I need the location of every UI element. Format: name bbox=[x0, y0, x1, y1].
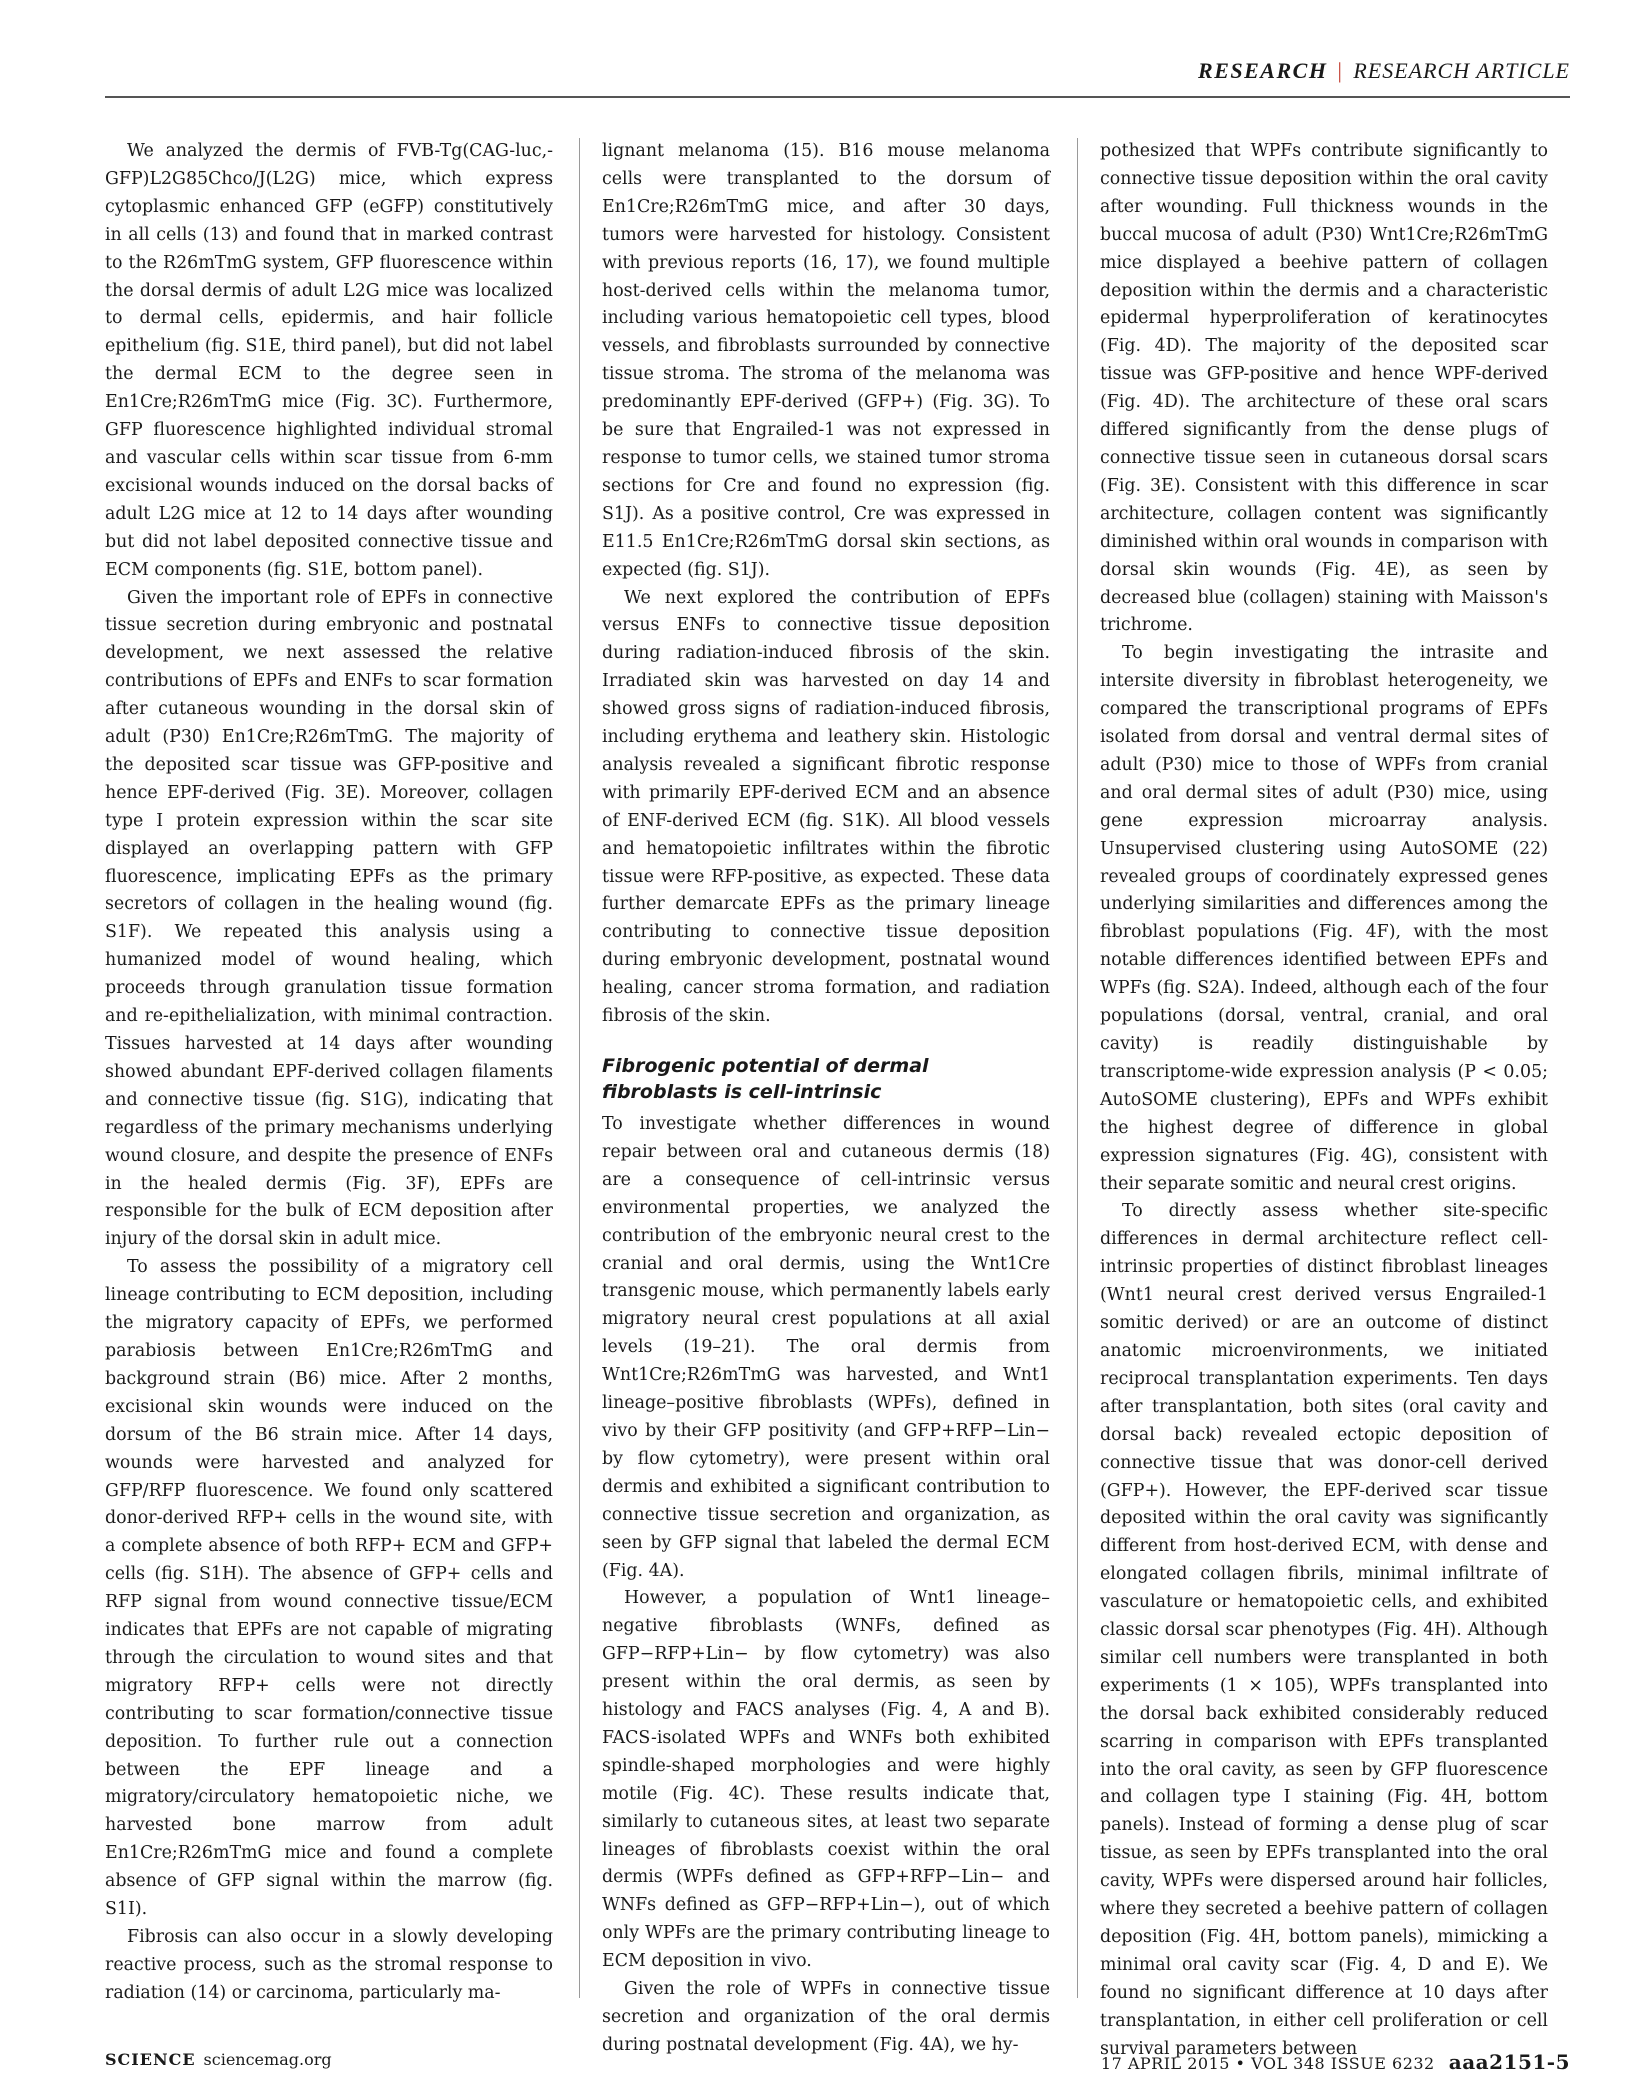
paragraph: To investigate whether differences in wound repair between oral and cutaneous dermis (18) are a consequence of cell-intrinsic versus environmental properties, we analyzed the contribution of the embryonic neural crest to the cranial and oral dermis, using the Wnt1Cre transgenic mouse, which permanently labels early migratory neural crest populations at all axial levels (19–21). The oral dermis from Wnt1Cre;R26mTmG was harvested, and Wnt1 lineage–positive fibroblasts (WPFs), defined in vivo by their GFP positivity (and GFP+RFP−Lin− by flow cytometry), were present within oral dermis and exhibited a significant contribution to connective tissue secretion and organization, as seen by GFP signal that labeled the dermal ECM (Fig. 4A). bbox=[602, 1114, 1050, 1581]
paragraph: We analyzed the dermis of FVB-Tg(CAG-luc,-GFP)L2G85Chco/J(L2G) mice, which express cytoplasmic enhanced GFP (eGFP) constitutively in all cells (13) and found that in marked contrast to the R26mTmG system, GFP fluorescence within the dorsal dermis of adult L2G mice was localized to dermal cells, epidermis, and hair follicle epithelium (fig. S1E, third panel), but did not label the dermal ECM to the degree seen in En1Cre;R26mTmG mice (Fig. 3C). Furthermore, GFP fluorescence highlighted individual stromal and vascular cells within scar tissue from 6-mm excisional wounds induced on the dorsal backs of adult L2G mice at 12 to 14 days after wounding but did not label deposited connective tissue and ECM components (fig. S1E, bottom panel). bbox=[105, 141, 553, 580]
column-divider-2 bbox=[1077, 138, 1078, 1998]
paragraph: pothesized that WPFs contribute significantly to connective tissue deposition within the oral cavity after wounding. Full thickness wounds in the buccal mucosa of adult (P30) Wnt1Cre;R26mTmG mice displayed a beehive pattern of collagen deposition within the dermis and a characteristic epidermal hyperproliferation of keratinocytes (Fig. 4D). The majority of the deposited scar tissue was GFP-positive and hence WPF-derived (Fig. 4D). The architecture of these oral scars differed significantly from the dense plugs of connective tissue seen in cutaneous dorsal scars (Fig. 3E). Consistent with this difference in scar architecture, collagen content was significantly diminished within oral wounds in comparison with dorsal skin wounds (Fig. 4E), as seen by decreased blue (collagen) staining with Maisson's trichrome. bbox=[1100, 141, 1548, 636]
footer-right bbox=[1101, 2050, 1570, 2074]
column-divider-1 bbox=[579, 138, 580, 1998]
running-header bbox=[105, 58, 1570, 92]
footer-left bbox=[105, 2050, 332, 2069]
column-1 bbox=[105, 138, 553, 2008]
paragraph: To assess the possibility of a migratory cell lineage contributing to ECM deposition, including the migratory capacity of EPFs, we performed parabiosis between En1Cre;R26mTmG and background strain (B6) mice. After 2 months, excisional skin wounds were induced on the dorsum of the B6 strain mice. After 14 days, wounds were harvested and analyzed for GFP/RFP fluorescence. We found only scattered donor-derived RFP+ cells in the wound site, with a complete absence of both RFP+ ECM and GFP+ cells (fig. S1H). The absence of GFP+ cells and RFP signal from wound connective tissue/ECM indicates that EPFs are not capable of migrating through the circulation to wound sites and that migratory RFP+ cells were not directly contributing to scar formation/connective tissue deposition. To further rule out a connection between the EPF lineage and a migratory/circulatory hematopoietic niche, we harvested bone marrow from adult En1Cre;R26mTmG mice and found a complete absence of GFP signal within the marrow (fig. S1I). bbox=[105, 1257, 553, 1920]
journal-url: sciencemag.org bbox=[203, 2050, 332, 2069]
paragraph: Given the role of WPFs in connective tissue secretion and organization of the oral dermis during postnatal development (Fig. 4A), we hy- bbox=[602, 1979, 1050, 2055]
journal-name: SCIENCE bbox=[105, 2050, 196, 2069]
paragraph: Fibrosis can also occur in a slowly developing reactive process, such as the stromal response to radiation (14) or carcinoma, particularly ma- bbox=[105, 1927, 553, 2003]
section-label: RESEARCH bbox=[1198, 58, 1328, 83]
page-footer bbox=[105, 2050, 1570, 2080]
paragraph: To begin investigating the intrasite and intersite diversity in fibroblast heterogeneity, we compared the transcriptional programs of EPFs isolated from dorsal and ventral dermal sites of adult (P30) mice to those of WPFs from cranial and oral dermal sites of adult (P30) mice, using gene expression microarray analysis. Unsupervised clustering using AutoSOME (22) revealed groups of coordinately expressed genes underlying similarities and differences among the fibroblast populations (Fig. 4F), with the most notable differences identified between EPFs and WPFs (fig. S2A). Indeed, although each of the four populations (dorsal, ventral, cranial, and oral cavity) is readily distinguishable by transcriptome-wide expression analysis (P < 0.05; AutoSOME clustering), EPFs and WPFs exhibit the highest degree of difference in global expression signatures (Fig. 4G), consistent with their separate somitic and neural crest origins. bbox=[1100, 643, 1548, 1194]
section-subheading: Fibrogenic potential of dermal fibroblasts is cell-intrinsic bbox=[602, 1055, 929, 1103]
paragraph: To directly assess whether site-specific differences in dermal architecture reflect cell-intrinsic properties of distinct fibroblast lineages (Wnt1 neural crest derived versus Engrailed-1 somitic derived) or are an outcome of distinct anatomic microenvironments, we initiated reciprocal transplantation experiments. Ten days after transplantation, both sites (oral cavity and dorsal back) revealed ectopic deposition of connective tissue that was donor-cell derived (GFP+). However, the EPF-derived scar tissue deposited within the oral cavity was significantly different from host-derived ECM, with dense and elongated collagen fibrils, minimal infiltrate of vasculature or hematopoietic cells, and exhibited classic dorsal scar phenotypes (Fig. 4H). Although similar cell numbers were transplanted in both experiments (1 × 105), WPFs transplanted into the dorsal back exhibited considerably reduced scarring in comparison with EPFs transplanted into the oral cavity, as seen by GFP fluorescence and collagen type I staining (Fig. 4H, bottom panels). Instead of forming a dense plug of scar tissue, as seen by EPFs transplanted into the oral cavity, WPFs were dispersed around hair follicles, where they secreted a beehive pattern of collagen deposition (Fig. 4H, bottom panels), mimicking a minimal oral cavity scar (Fig. 4, D and E). We found no significant difference at 10 days after transplantation, in either cell proliferation or cell survival parameters between bbox=[1100, 1201, 1548, 2059]
article-type-label: RESEARCH ARTICLE bbox=[1353, 58, 1570, 83]
header-rule bbox=[105, 96, 1570, 98]
paragraph: lignant melanoma (15). B16 mouse melanoma cells were transplanted to the dorsum of En1Cre;R26mTmG mice, and after 30 days, tumors were harvested for histology. Consistent with previous reports (16, 17), we found multiple host-derived cells within the melanoma tumor, including various hematopoietic cell types, blood vessels, and fibroblasts surrounded by connective tissue stroma. The stroma of the melanoma was predominantly EPF-derived (GFP+) (Fig. 3G). To be sure that Engrailed-1 was not expressed in response to tumor cells, we stained tumor stroma sections for Cre and found no expression (fig. S1J). As a positive control, Cre was expressed in E11.5 En1Cre;R26mTmG dorsal skin sections, as expected (fig. S1J). bbox=[602, 141, 1050, 580]
column-2 bbox=[602, 138, 1050, 2060]
paragraph: We next explored the contribution of EPFs versus ENFs to connective tissue deposition during radiation-induced fibrosis of the skin. Irradiated skin was harvested on day 14 and showed gross signs of radiation-induced fibrosis, including erythema and leathery skin. Histologic analysis revealed a significant fibrotic response with primarily EPF-derived ECM and an absence of ENF-derived ECM (fig. S1K). All blood vessels and hematopoietic infiltrates within the fibrotic tissue were RFP-positive, as expected. These data further demarcate EPFs as the primary lineage contributing to connective tissue deposition during embryonic development, postnatal wound healing, cancer stroma formation, and radiation fibrosis of the skin. bbox=[602, 587, 1050, 1027]
paragraph: Given the important role of EPFs in connective tissue secretion during embryonic and postnatal development, we next assessed the relative contributions of EPFs and ENFs to scar formation after cutaneous wounding in the dorsal skin of adult (P30) En1Cre;R26mTmG. The majority of the deposited scar tissue was GFP-positive and hence EPF-derived (Fig. 3E). Moreover, collagen type I protein expression within the scar site displayed an overlapping pattern with GFP fluorescence, implicating EPFs as the primary secretors of collagen in the healing wound (fig. S1F). We repeated this analysis using a humanized model of wound healing, which proceeds through granulation tissue formation and re-epithelialization, with minimal contraction. Tissues harvested at 14 days after wounding showed abundant EPF-derived collagen filaments and connective tissue (fig. S1G), indicating that regardless of the primary mechanisms underlying wound closure, and despite the presence of ENFs in the healed dermis (Fig. 3F), EPFs are responsible for the bulk of ECM deposition after injury of the dorsal skin in adult mice. bbox=[105, 587, 553, 1250]
paragraph: However, a population of Wnt1 lineage–negative fibroblasts (WNFs, defined as GFP−RFP+Lin− by flow cytometry) was also present within the oral dermis, as seen by histology and FACS analyses (Fig. 4, A and B). FACS-isolated WPFs and WNFs both exhibited spindle-shaped morphologies and were highly motile (Fig. 4C). These results indicate that, similarly to cutaneous sites, at least two separate lineages of fibroblasts coexist within the oral dermis (WPFs defined as GFP+RFP−Lin− and WNFs defined as GFP−RFP+Lin−), out of which only WPFs are the primary contributing lineage to ECM deposition in vivo. bbox=[602, 1588, 1050, 1972]
issue-info: 17 APRIL 2015 • VOL 348 ISSUE 6232 bbox=[1100, 2054, 1435, 2073]
header-separator: | bbox=[1337, 58, 1344, 83]
page-number: aaa2151-5 bbox=[1448, 2050, 1570, 2074]
column-3 bbox=[1100, 138, 1548, 2064]
